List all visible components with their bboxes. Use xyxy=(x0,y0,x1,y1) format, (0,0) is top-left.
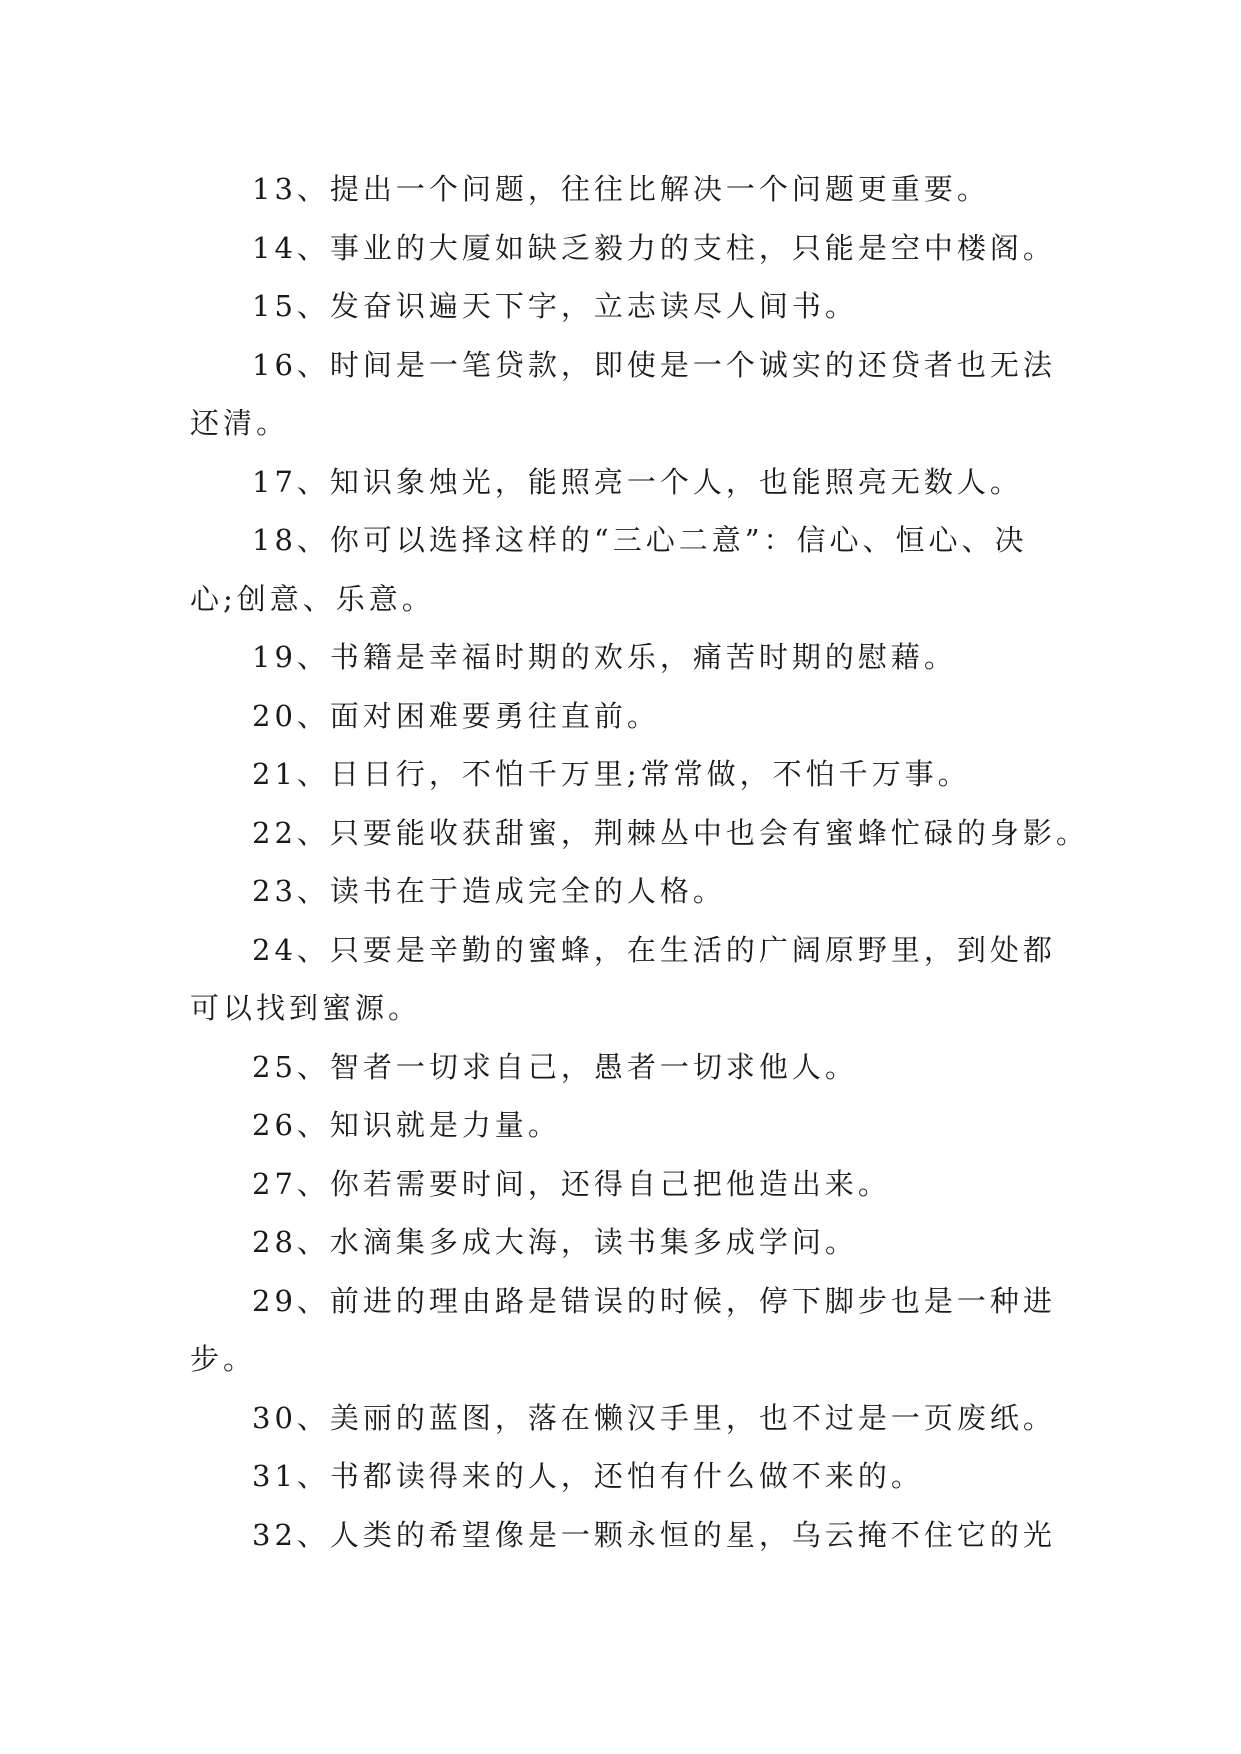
quote-line: 30、美丽的蓝图，落在懒汉手里，也不过是一页废纸。 xyxy=(252,1400,1056,1435)
quote-line-continuation: 心;创意、乐意。 xyxy=(190,581,435,616)
quote-line: 29、前进的理由路是错误的时候，停下脚步也是一种进 xyxy=(252,1283,1056,1318)
quote-line: 24、只要是辛勤的蜜蜂，在生活的广阔原野里，到处都 xyxy=(252,932,1056,967)
document-body xyxy=(190,160,1089,1564)
quote-line: 17、知识象烛光，能照亮一个人，也能照亮无数人。 xyxy=(252,464,1023,499)
quote-line-continuation: 可以找到蜜源。 xyxy=(190,991,422,1025)
quote-line: 15、发奋识遍天下字，立志读尽人间书。 xyxy=(252,289,858,323)
quote-line: 16、时间是一笔贷款，即使是一个诚实的还贷者也无法 xyxy=(252,347,1056,382)
quote-line-continuation: 步。 xyxy=(190,1342,257,1376)
quote-line: 18、你可以选择这样的“三心二意”：信心、恒心、决 xyxy=(252,523,1028,557)
quote-line: 23、读书在于造成完全的人格。 xyxy=(252,874,726,908)
quote-line-continuation: 还清。 xyxy=(190,406,290,440)
quote-line: 27、你若需要时间，还得自己把他造出来。 xyxy=(252,1166,891,1201)
quote-line: 13、提出一个问题，往往比解决一个问题更重要。 xyxy=(252,172,990,206)
quote-line: 28、水滴集多成大海，读书集多成学问。 xyxy=(252,1225,858,1259)
quote-line: 22、只要能收获甜蜜，荆棘丛中也会有蜜蜂忙碌的身影。 xyxy=(252,815,1089,850)
quote-line: 31、书都读得来的人，还怕有什么做不来的。 xyxy=(252,1459,924,1493)
quote-line: 25、智者一切求自己，愚者一切求他人。 xyxy=(252,1049,858,1084)
quote-line: 20、面对困难要勇往直前。 xyxy=(252,698,660,733)
quote-line: 19、书籍是幸福时期的欢乐，痛苦时期的慰藉。 xyxy=(252,640,957,674)
quote-line: 32、人类的希望像是一颗永恒的星，乌云掩不住它的光 xyxy=(252,1517,1056,1552)
quote-line: 26、知识就是力量。 xyxy=(252,1108,561,1142)
quote-line: 21、日日行，不怕千万里;常常做，不怕千万事。 xyxy=(252,757,971,791)
quote-line: 14、事业的大厦如缺乏毅力的支柱，只能是空中楼阁。 xyxy=(252,230,1056,265)
